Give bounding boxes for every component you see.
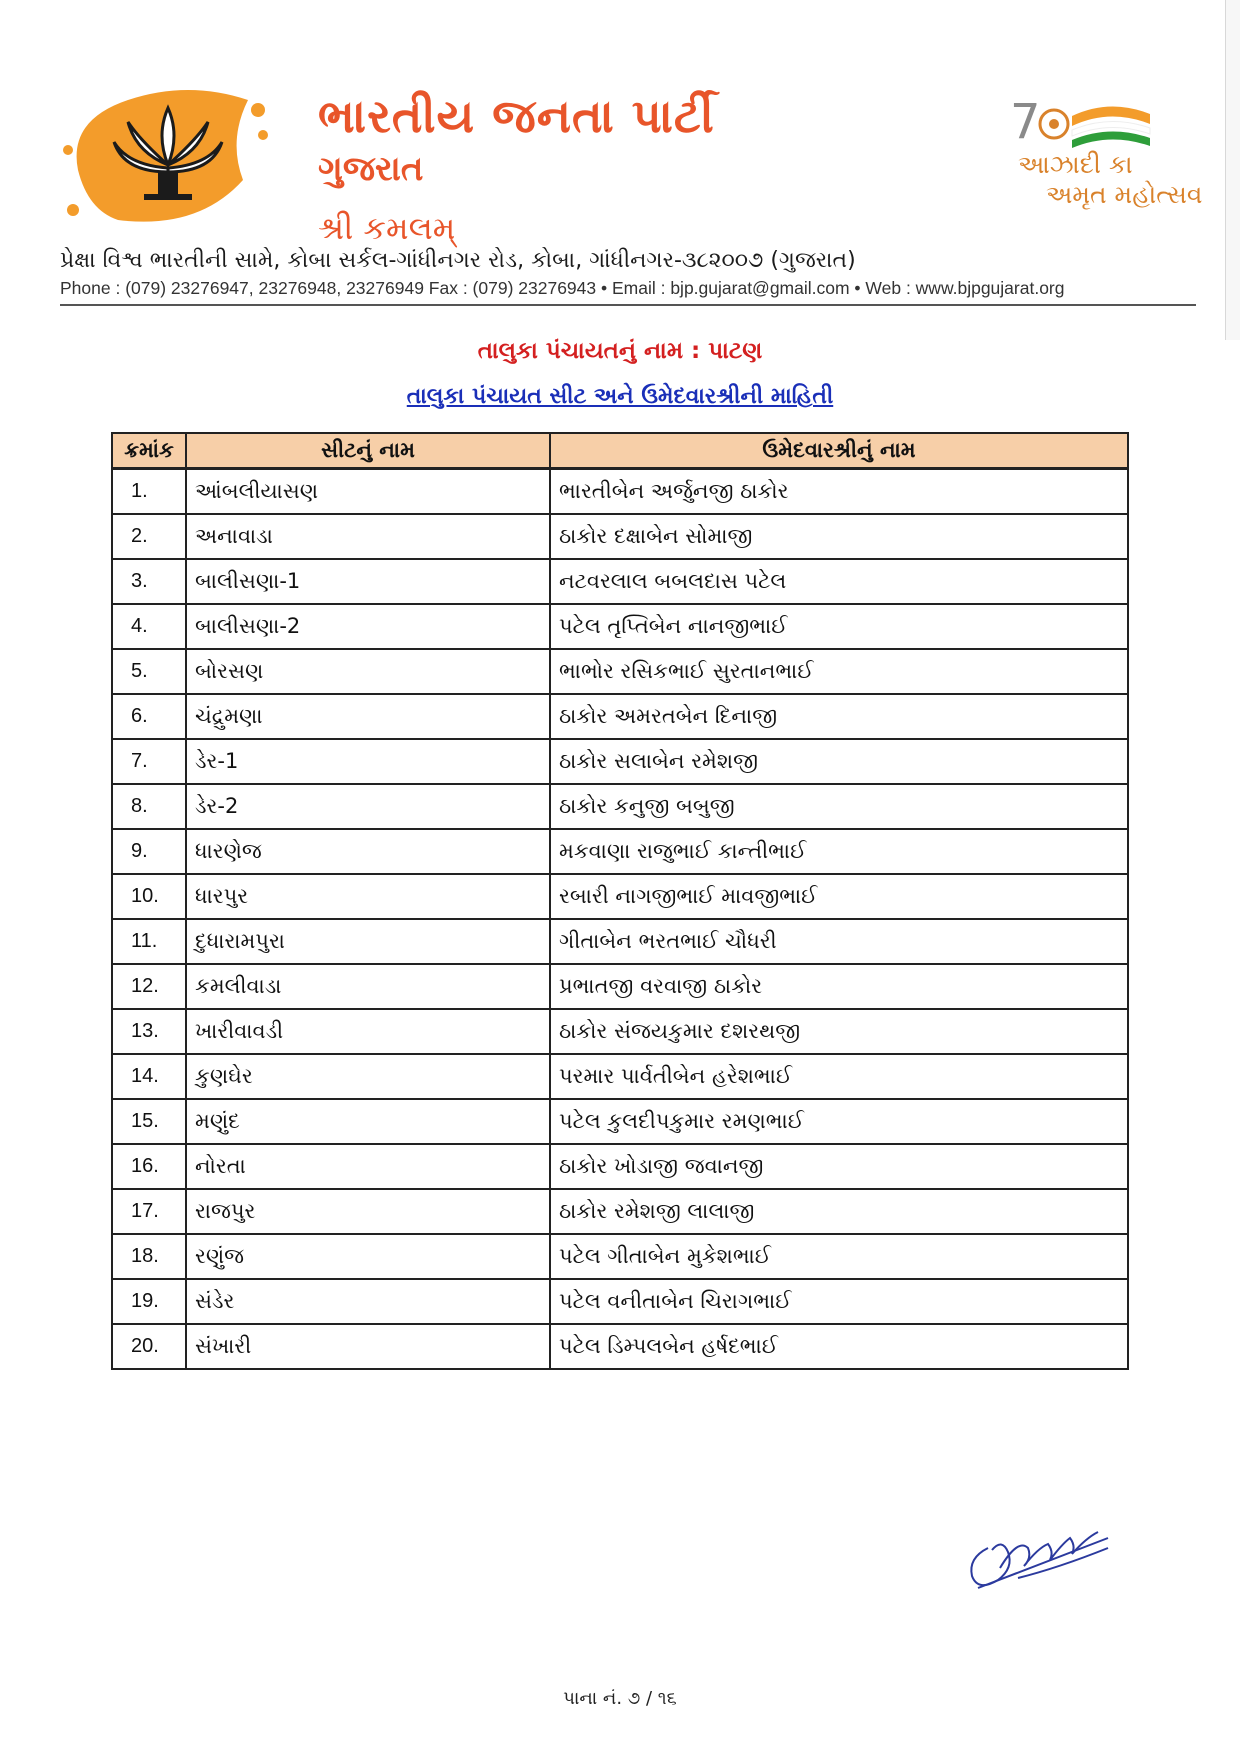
org-office: શ્રી કમલમ્ (318, 209, 456, 247)
table-header-row (112, 433, 1128, 469)
seat-cell: બોરસણ (186, 649, 550, 694)
candidate-cell: ઠાકોર સલાબેન રમેશજી (550, 739, 1128, 784)
seat-cell: કમલીવાડા (186, 964, 550, 1009)
candidate-cell: પટેલ કુલદીપકુમાર રમણભાઈ (550, 1099, 1128, 1144)
seat-cell: મણુંદ (186, 1099, 550, 1144)
serial-cell: 14. (112, 1054, 186, 1099)
candidate-cell: ઠાકોર અમરતબેન દિનાજી (550, 694, 1128, 739)
candidate-cell: ઠાકોર રમેશજી લાલાજી (550, 1189, 1128, 1234)
serial-cell: 3. (112, 559, 186, 604)
table-row (112, 1144, 1128, 1189)
serial-cell: 4. (112, 604, 186, 649)
table-row (112, 874, 1128, 919)
table-row (112, 604, 1128, 649)
seat-cell: આંબલીયાસણ (186, 469, 550, 515)
candidate-cell: ઠાકોર ખોડાજી જવાનજી (550, 1144, 1128, 1189)
seat-cell: બાલીસણા-1 (186, 559, 550, 604)
seat-cell: અનાવાડા (186, 514, 550, 559)
table-row (112, 514, 1128, 559)
seat-cell: કુણઘેર (186, 1054, 550, 1099)
page-subtitle: તાલુકા પંચાયત સીટ અને ઉમેદવારશ્રીની માહિતી (406, 384, 834, 409)
page-edge (1225, 0, 1240, 340)
candidate-cell: ભાભોર રસિકભાઈ સુરતાનભાઈ (550, 649, 1128, 694)
table-row (112, 919, 1128, 964)
table-row (112, 1324, 1128, 1369)
candidate-cell: ભારતીબેન અર્જુનજી ઠાકોર (550, 469, 1128, 515)
table-row (112, 784, 1128, 829)
candidate-cell: રબારી નાગજીભાઈ માવજીભાઈ (550, 874, 1128, 919)
candidate-cell: પટેલ વનીતાબેન ચિરાગભાઈ (550, 1279, 1128, 1324)
svg-text:7: 7 (1010, 96, 1041, 150)
azadi-line-1: આઝાદી કા (1018, 150, 1133, 179)
header-divider (60, 304, 1196, 306)
serial-cell: 1. (112, 469, 186, 515)
seat-cell: રણુંજ (186, 1234, 550, 1279)
column-header-seat: સીટનું નામ (186, 433, 550, 469)
seat-cell: ધારપુર (186, 874, 550, 919)
contact-line: Phone : (079) 23276947, 23276948, 23276949 Fax : (079) 23276943 • Email : bjp.gujarat@gmail.com • Web : www.bjpgujarat.org (60, 278, 1065, 298)
serial-cell: 13. (112, 1009, 186, 1054)
candidate-cell: ઠાકોર દક્ષાબેન સોમાજી (550, 514, 1128, 559)
table-row (112, 1009, 1128, 1054)
seat-cell: બાલીસણા-2 (186, 604, 550, 649)
serial-cell: 2. (112, 514, 186, 559)
candidate-cell: મકવાણા રાજુભાઈ કાન્તીભાઈ (550, 829, 1128, 874)
seat-cell: રાજપુર (186, 1189, 550, 1234)
org-state: ગુજરાત (318, 149, 424, 189)
serial-cell: 19. (112, 1279, 186, 1324)
page-number: પાના નં. ૭ / ૧૬ (563, 1688, 677, 1709)
serial-cell: 15. (112, 1099, 186, 1144)
seat-cell: સંડેર (186, 1279, 550, 1324)
candidate-cell: ઠાકોર સંજયકુમાર દશરથજી (550, 1009, 1128, 1054)
table-row (112, 559, 1128, 604)
candidate-cell: ઠાકોર કનુજી બબુજી (550, 784, 1128, 829)
serial-cell: 6. (112, 694, 186, 739)
candidate-cell: નટવરલાલ બબલદાસ પટેલ (550, 559, 1128, 604)
table-row (112, 1054, 1128, 1099)
table-row (112, 964, 1128, 1009)
page-title: તાલુકા પંચાયતનું નામ : પાટણ (477, 338, 763, 364)
serial-cell: 10. (112, 874, 186, 919)
candidate-cell: પરમાર પાર્વતીબેન હરેશભાઈ (550, 1054, 1128, 1099)
table-row (112, 1189, 1128, 1234)
candidate-cell: ગીતાબેન ભરતભાઈ ચૌધરી (550, 919, 1128, 964)
seat-cell: નોરતા (186, 1144, 550, 1189)
serial-cell: 20. (112, 1324, 186, 1369)
seat-cell: ખારીવાવડી (186, 1009, 550, 1054)
serial-cell: 7. (112, 739, 186, 784)
address: પ્રેક્ષા વિશ્વ ભારતીની સામે, કોબા સર્કલ-ગાંધીનગર રોડ, કોબા, ગાંધીનગર-૩૮૨૦૦૭ (ગુજરાત) (60, 248, 856, 273)
candidate-cell: પ્રભાતજી વરવાજી ઠાકોર (550, 964, 1128, 1009)
table-row (112, 649, 1128, 694)
serial-cell: 5. (112, 649, 186, 694)
seat-cell: ડેર-2 (186, 784, 550, 829)
table-row (112, 694, 1128, 739)
serial-cell: 16. (112, 1144, 186, 1189)
candidate-cell: પટેલ ગીતાબેન મુકેશભાઈ (550, 1234, 1128, 1279)
table-row (112, 1234, 1128, 1279)
serial-cell: 9. (112, 829, 186, 874)
seat-cell: ધારણેજ (186, 829, 550, 874)
seat-cell: ડેર-1 (186, 739, 550, 784)
serial-cell: 8. (112, 784, 186, 829)
seat-cell: દુધારામપુરા (186, 919, 550, 964)
serial-cell: 11. (112, 919, 186, 964)
table-row (112, 829, 1128, 874)
candidate-cell: પટેલ તૃપ્તિબેન નાનજીભાઈ (550, 604, 1128, 649)
candidate-cell: પટેલ ડિમ્પલબેન હર્ષદભાઈ (550, 1324, 1128, 1369)
serial-cell: 17. (112, 1189, 186, 1234)
seat-cell: ચંદ્રુમણા (186, 694, 550, 739)
table-row (112, 739, 1128, 784)
column-header-candidate: ઉમેદવારશ્રીનું નામ (550, 433, 1128, 469)
table-row (112, 1099, 1128, 1144)
azadi-line-2: અમૃત મહોત્સવ (1046, 180, 1203, 209)
candidates-table (111, 432, 1129, 1370)
column-header-serial: ક્રમાંક (112, 433, 186, 469)
org-name: ભારતીય જનતા પાર્ટી (318, 89, 715, 143)
table-row (112, 1279, 1128, 1324)
table-row (112, 469, 1128, 515)
lotus-logo-icon (58, 80, 278, 230)
serial-cell: 12. (112, 964, 186, 1009)
signature-icon (958, 1508, 1118, 1598)
serial-cell: 18. (112, 1234, 186, 1279)
seat-cell: સંખારી (186, 1324, 550, 1369)
